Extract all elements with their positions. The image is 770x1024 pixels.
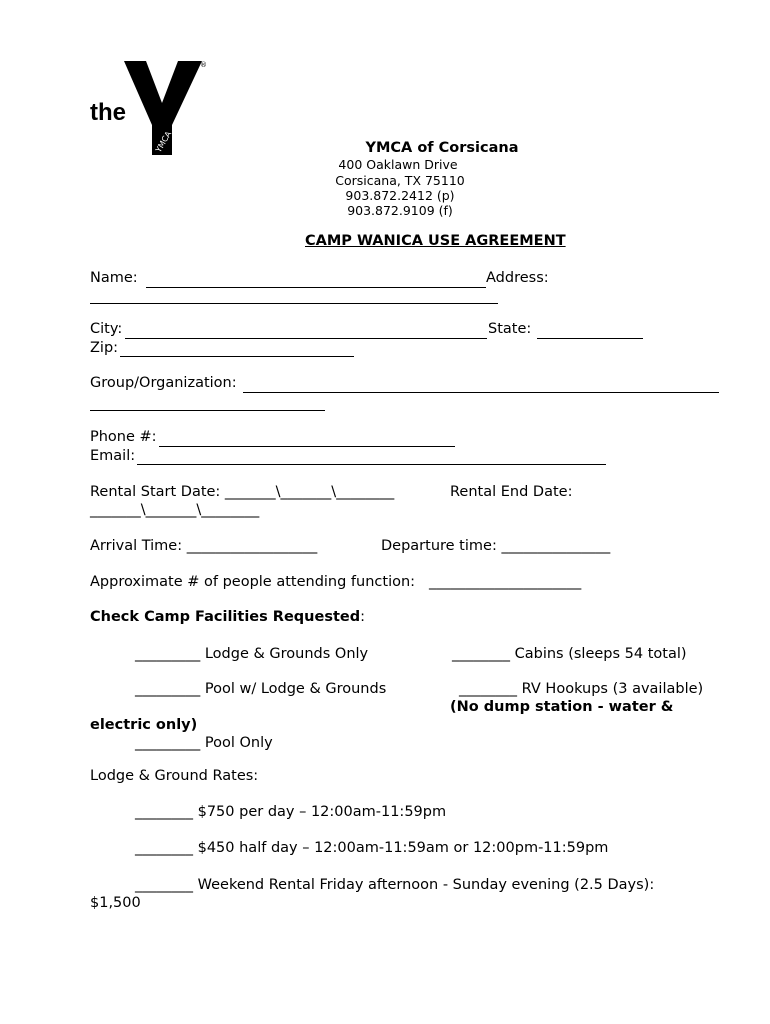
org-city: Corsicana, TX 75110 [335,173,465,188]
org-name: YMCA of Corsicana [365,140,519,156]
facilities-heading [90,609,365,625]
facilities-heading-text: Check Camp Facilities Requested [90,609,361,625]
rate-weekend-option[interactable]: ________ Weekend Rental Friday afternoon - Sunday evening (2.5 Days): [135,877,655,893]
name-input-line[interactable] [146,287,486,288]
state-label: State: [488,321,532,337]
phone-input-line[interactable] [159,446,455,447]
facilities-heading-colon: : [360,609,366,625]
rental-end-field[interactable]: _______\_______\________ [90,502,260,518]
people-label: Approximate # of people attending function: [90,574,416,590]
rate-full-day-option[interactable]: ________ $750 per day – 12:00am-11:59pm [135,804,447,820]
group-label: Group/Organization: [90,375,237,391]
city-input-line[interactable] [125,338,487,339]
org-address: 400 Oaklawn Drive [338,157,458,172]
svg-text:®: ® [200,61,207,69]
rates-heading: Lodge & Ground Rates: [90,768,259,784]
email-label: Email: [90,448,136,464]
zip-input-line[interactable] [120,356,354,357]
cabins-option[interactable]: ________ Cabins (sleeps 54 total) [452,646,687,662]
pool-only-option[interactable]: _________ Pool Only [135,735,273,751]
rate-weekend-price: $1,500 [90,895,141,911]
email-input-line[interactable] [137,464,606,465]
rate-half-day-option[interactable]: ________ $450 half day – 12:00am-11:59am or 12:00pm-11:59pm [135,840,609,856]
rental-start-field[interactable]: Rental Start Date: _______\_______\________ [90,484,395,500]
address-input-line[interactable] [90,303,498,304]
rv-hookups-option[interactable]: ________ RV Hookups (3 available) [459,681,704,697]
org-fax: 903.872.9109 (f) [347,203,453,218]
address-label: Address: [486,270,549,286]
state-input-line[interactable] [537,338,643,339]
rental-end-label: Rental End Date: [450,484,573,500]
people-field[interactable]: _____________________ [429,574,582,590]
rv-note-line-1: (No dump station - water & [450,699,674,715]
document-title: CAMP WANICA USE AGREEMENT [305,233,566,249]
lodge-grounds-option[interactable]: _________ Lodge & Grounds Only [135,646,369,662]
rv-note-line-2: electric only) [90,717,198,733]
logo-word: the [90,99,126,126]
group-input-line[interactable] [243,392,719,393]
departure-time-field[interactable]: Departure time: _______________ [381,538,611,554]
zip-label: Zip: [90,340,119,356]
arrival-time-field[interactable]: Arrival Time: __________________ [90,538,318,554]
name-label: Name: [90,270,138,286]
group-input-line-2[interactable] [90,410,325,411]
org-phone: 903.872.2412 (p) [345,188,455,203]
city-label: City: [90,321,123,337]
svg-text:YMCA: YMCA [153,129,174,154]
phone-label: Phone #: [90,429,157,445]
pool-lodge-option[interactable]: _________ Pool w/ Lodge & Grounds [135,681,387,697]
